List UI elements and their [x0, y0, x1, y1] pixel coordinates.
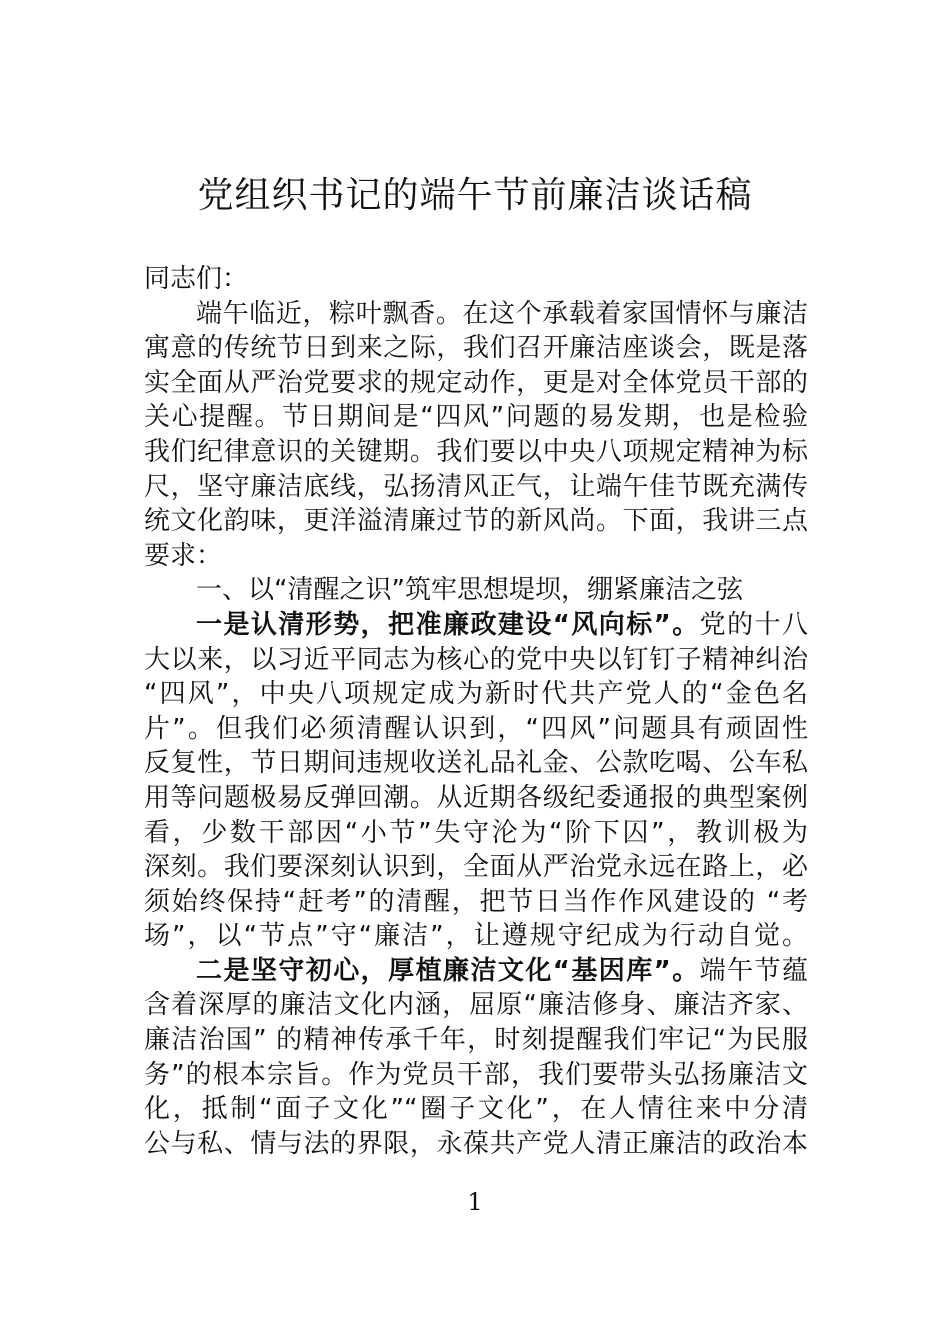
- page-number: 1: [467, 1188, 483, 1216]
- paragraph-line: 用等问题极易反弹回潮。从近期各级纪委通报的典型案例: [144, 782, 808, 813]
- section-heading: 一、以“清醒之识”筑牢思想堤坝，绷紧廉洁之弦: [196, 575, 743, 606]
- point-2-text: 端午节蕴: [699, 955, 808, 986]
- paragraph-line: 看，少数干部因“小节”失守沦为“阶下囚”，教训极为: [144, 817, 808, 848]
- paragraph-line: 实全面从严治党要求的规定动作，更是对全体党员干部的: [144, 367, 808, 398]
- point-1-title: 一是认清形势，把准廉政建设“风向标”。: [196, 609, 700, 640]
- paragraph-line: 廉洁治国” 的精神传承千年，时刻提醒我们牢记“为民服: [144, 1025, 808, 1056]
- paragraph-line: “四风”，中央八项规定成为新时代共产党人的“金色名: [144, 679, 808, 710]
- paragraph-line: 务”的根本宗旨。作为党员干部，我们要带头弘扬廉洁文: [144, 1059, 808, 1090]
- paragraph-line: 片”。但我们必须清醒认识到，“四风”问题具有顽固性: [144, 713, 808, 744]
- paragraph-line: 我们纪律意识的关键期。我们要以中央八项规定精神为标: [144, 436, 808, 467]
- point-1-text: 党的十八: [699, 609, 808, 640]
- paragraph-line: 要求：: [144, 540, 223, 571]
- point-1-first-line: [144, 608, 808, 643]
- paragraph-line: 深刻。我们要深刻认识到，全面从严治党永远在路上，必: [144, 852, 808, 883]
- paragraph-line: 大以来，以习近平同志为核心的党中央以钉钉子精神纠治: [144, 644, 808, 675]
- paragraph-line: 尺，坚守廉洁底线，弘扬清风正气，让端午佳节既充满传: [144, 471, 808, 502]
- document-body: [144, 262, 808, 1161]
- paragraph-line: 公与私、情与法的界限，永葆共产党人清正廉洁的政治本: [144, 1128, 808, 1159]
- paragraph-line: 关心提醒。节日期间是“四风”问题的易发期，也是检验: [144, 402, 808, 433]
- document-title: 党组织书记的端午节前廉洁谈话稿: [197, 175, 753, 216]
- salutation: 同志们：: [144, 264, 249, 294]
- point-2-first-line: [144, 954, 808, 989]
- paragraph-line: 端午临近，粽叶飘香。在这个承载着家国情怀与廉洁: [196, 298, 808, 329]
- paragraph-line: 化，抵制“面子文化”“圈子文化”，在人情往来中分清: [144, 1094, 808, 1125]
- point-2-title: 二是坚守初心，厚植廉洁文化“基因库”。: [196, 955, 700, 986]
- paragraph-line: 反复性，节日期间违规收送礼品礼金、公款吃喝、公车私: [144, 748, 808, 779]
- paragraph-line: 含着深厚的廉洁文化内涵，屈原“廉洁修身、廉洁齐家、: [144, 990, 808, 1021]
- paragraph-line: 统文化韵味，更洋溢清廉过节的新风尚。下面，我讲三点: [144, 506, 808, 537]
- paragraph-line: 场”，以“节点”守“廉洁”，让遵规守纪成为行动自觉。: [144, 921, 808, 952]
- paragraph-line: 寓意的传统节日到来之际，我们召开廉洁座谈会，既是落: [144, 333, 808, 364]
- paragraph-line: 须始终保持“赶考”的清醒，把节日当作作风建设的 “考: [144, 886, 808, 917]
